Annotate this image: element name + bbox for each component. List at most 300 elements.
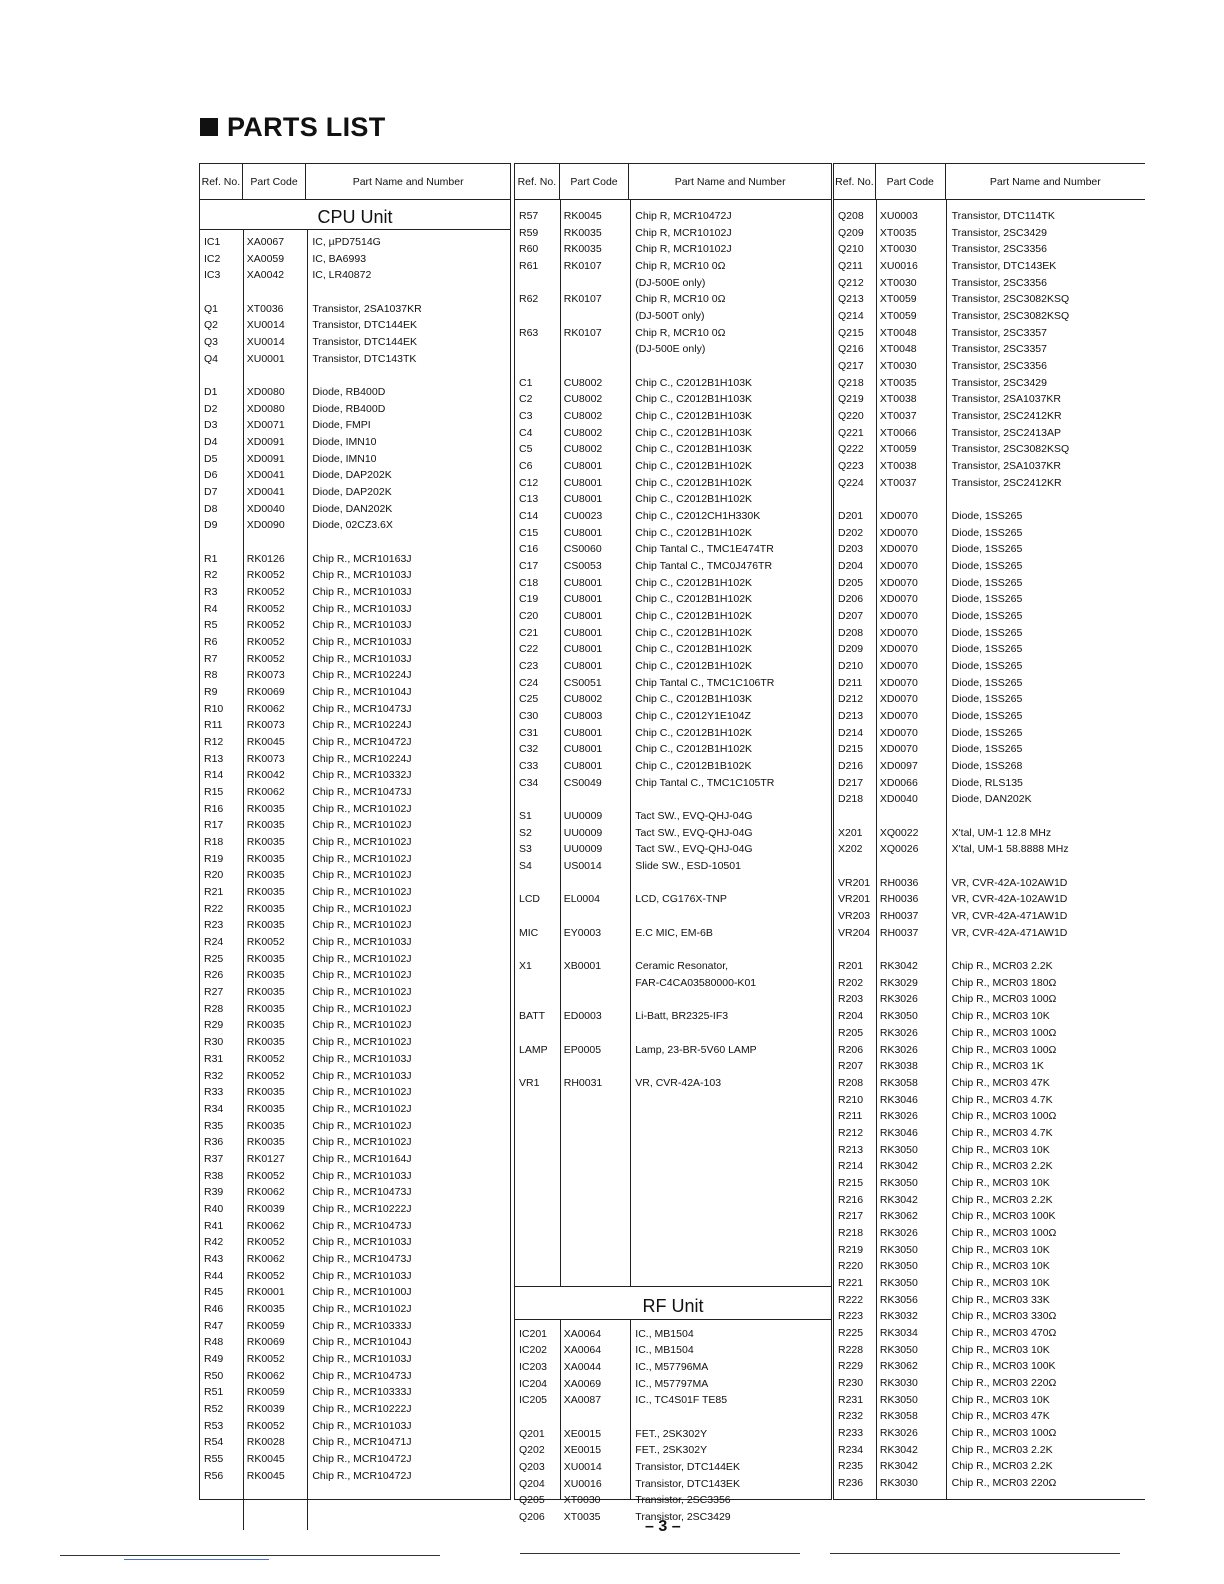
cell-name: Chip R., MCR10103J xyxy=(312,636,412,649)
cell-name: Chip Tantal C., TMC0J476TR xyxy=(635,560,773,573)
cell-code: XA0044 xyxy=(563,1360,602,1373)
cell-code: RK3050 xyxy=(879,1010,918,1023)
cell-ref: R225 xyxy=(838,1326,864,1339)
table-row xyxy=(200,1068,510,1084)
table-row xyxy=(834,1458,1145,1474)
cell-code: XT0048 xyxy=(879,326,917,339)
cell-name: Chip R., MCR03 100Ω xyxy=(951,1026,1057,1039)
table-row xyxy=(200,934,510,950)
cell-ref: Q223 xyxy=(838,460,864,473)
cell-ref: R34 xyxy=(204,1102,224,1115)
cell-name: Diode, IMN10 xyxy=(312,452,377,465)
cell-ref: R25 xyxy=(204,952,224,965)
cell-name: Chip R., MCR03 2.2K xyxy=(951,1443,1053,1456)
table-row xyxy=(200,1451,510,1467)
table-row xyxy=(200,801,510,817)
cell-name: E.C MIC, EM-6B xyxy=(635,926,713,939)
table-row xyxy=(834,1392,1145,1408)
cell-name: Chip R., MCR03 2.2K xyxy=(951,1193,1053,1206)
cell-ref: Q204 xyxy=(519,1477,545,1490)
cell-name: Chip R., MCR03 220Ω xyxy=(951,1476,1057,1489)
square-bullet-icon xyxy=(200,118,218,136)
table-row xyxy=(834,908,1145,924)
cell-code: XU0014 xyxy=(246,336,285,349)
cell-code: RK0035 xyxy=(246,1119,285,1132)
cell-ref: C15 xyxy=(519,526,539,539)
table-row xyxy=(200,1301,510,1317)
table-row xyxy=(200,1218,510,1234)
cell-ref: IC204 xyxy=(519,1377,548,1390)
cell-code: XT0035 xyxy=(879,376,917,389)
cell-name: Diode, FMPI xyxy=(312,419,371,432)
section-title: RF Unit xyxy=(515,1286,831,1320)
cell-name: Chip R., MCR10224J xyxy=(312,719,412,732)
table-row xyxy=(200,967,510,983)
cell-name: Diode, 1SS265 xyxy=(951,726,1023,739)
cell-code: XD0070 xyxy=(879,510,918,523)
table-row xyxy=(200,1334,510,1350)
table-row xyxy=(200,684,510,700)
cell-name: Chip R., MCR03 10K xyxy=(951,1243,1050,1256)
table-row xyxy=(515,308,831,324)
cell-ref: Q4 xyxy=(204,352,219,365)
cell-ref: R16 xyxy=(204,802,224,815)
cell-ref: D8 xyxy=(204,502,218,515)
cell-name: Chip Tantal C., TMC1C105TR xyxy=(635,776,775,789)
cell-code: RK0035 xyxy=(246,986,285,999)
cell-ref: D9 xyxy=(204,519,218,532)
cell-ref: R220 xyxy=(838,1260,864,1273)
cell-ref: Q213 xyxy=(838,293,864,306)
cell-name: Chip R., MCR10103J xyxy=(312,1419,412,1432)
cell-name: Chip C., C2012B1H103K xyxy=(635,376,753,389)
table-row xyxy=(515,691,831,707)
cell-code: EL0004 xyxy=(563,893,600,906)
cell-ref: LCD xyxy=(519,893,541,906)
cell-ref: R13 xyxy=(204,752,224,765)
cell-code: RK0035 xyxy=(246,802,285,815)
cell-name: IC, LR40872 xyxy=(312,269,372,282)
cell-name: Chip R., MCR03 100Ω xyxy=(951,993,1057,1006)
cell-code: RK0035 xyxy=(246,819,285,832)
table-row xyxy=(834,775,1145,791)
cell-name: Chip R., MCR10224J xyxy=(312,752,412,765)
table-row xyxy=(200,434,510,450)
cell-ref: D201 xyxy=(838,510,864,523)
cell-ref: D215 xyxy=(838,743,864,756)
cell-code: RK0035 xyxy=(246,1136,285,1149)
cell-name: VR, CVR-42A-102AW1D xyxy=(951,893,1068,906)
cell-name: Diode, DAN202K xyxy=(312,502,393,515)
cell-code: RK0035 xyxy=(246,969,285,982)
cell-name: X'tal, UM-1 12.8 MHz xyxy=(951,826,1052,839)
table-row xyxy=(515,825,831,841)
cell-name: Transistor, 2SC3082KSQ xyxy=(951,293,1070,306)
table-row xyxy=(834,525,1145,541)
table-row xyxy=(200,1017,510,1033)
cell-ref: X201 xyxy=(838,826,863,839)
cell-ref: IC201 xyxy=(519,1327,548,1340)
cell-code: XU0016 xyxy=(879,260,918,272)
cell-code: RK3034 xyxy=(879,1326,918,1339)
cell-code: XD0070 xyxy=(879,660,918,673)
cell-code: RK0039 xyxy=(246,1202,285,1215)
cell-code: RK0035 xyxy=(563,226,602,239)
cell-code: XD0070 xyxy=(879,626,918,639)
cell-code: XD0070 xyxy=(879,593,918,606)
cell-name: Chip R., MCR10224J xyxy=(312,669,412,682)
cell-code: XA0087 xyxy=(563,1394,602,1407)
cell-code: XT0035 xyxy=(879,226,917,239)
cell-ref: C18 xyxy=(519,576,539,589)
cell-code: RK3030 xyxy=(879,1476,918,1489)
cell-ref: R206 xyxy=(838,1043,864,1056)
cell-code: RK3062 xyxy=(879,1360,918,1373)
header-part-name: Part Name and Number xyxy=(674,175,786,188)
cell-ref: D7 xyxy=(204,486,218,499)
cell-code: XD0080 xyxy=(246,402,285,415)
header-part-name: Part Name and Number xyxy=(352,175,464,188)
cell-name: Chip R., MCR10102J xyxy=(312,986,412,999)
table-row xyxy=(200,584,510,600)
cell-ref: R30 xyxy=(204,1036,224,1049)
cell-ref: C17 xyxy=(519,560,539,573)
table-row xyxy=(834,425,1145,441)
table-row xyxy=(515,508,831,524)
cell-ref: Q2 xyxy=(204,319,219,332)
cell-code: RK0035 xyxy=(246,902,285,915)
table-row xyxy=(200,1268,510,1284)
cell-name: Chip R., MCR10102J xyxy=(312,802,412,815)
cell-code: XD0041 xyxy=(246,469,285,482)
cell-code: RK3050 xyxy=(879,1393,918,1406)
cell-ref: LAMP xyxy=(519,1043,548,1056)
table-row xyxy=(200,1201,510,1217)
cell-ref: D5 xyxy=(204,452,218,465)
table-row xyxy=(834,608,1145,624)
cell-code: RK0045 xyxy=(246,1452,285,1465)
table-row xyxy=(515,1392,831,1408)
cell-ref: R27 xyxy=(204,986,224,999)
table-row xyxy=(515,1359,831,1375)
table-row xyxy=(515,758,831,774)
cell-code: RK0052 xyxy=(246,1069,285,1082)
table-row xyxy=(515,541,831,557)
cell-code: RK0052 xyxy=(246,1052,285,1065)
cell-ref: R17 xyxy=(204,819,224,832)
cell-name: Chip R., MCR03 100Ω xyxy=(951,1110,1057,1123)
cell-code: CU8002 xyxy=(563,426,603,439)
table-row xyxy=(515,1326,831,1342)
cell-code: RK3056 xyxy=(879,1293,918,1306)
cell-ref: IC203 xyxy=(519,1360,548,1373)
table-row xyxy=(834,891,1145,907)
cell-name: Chip R., MCR03 470Ω xyxy=(951,1326,1057,1339)
cell-name: Chip R., MCR03 10K xyxy=(951,1010,1050,1023)
cell-name: Diode, IMN10 xyxy=(312,436,377,449)
cell-code: XA0059 xyxy=(246,252,285,265)
table-row xyxy=(200,834,510,850)
cell-name: Chip R., MCR03 10K xyxy=(951,1393,1050,1406)
table-row xyxy=(834,1158,1145,1174)
cell-code: RK0035 xyxy=(246,952,285,965)
cell-name: Ceramic Resonator, xyxy=(635,960,729,973)
cell-name: Chip R., MCR10102J xyxy=(312,1036,412,1049)
table-row xyxy=(515,258,831,274)
cell-ref: R8 xyxy=(204,669,218,682)
parts-table-3 xyxy=(833,163,1145,1500)
cell-code: RK0127 xyxy=(246,1152,285,1165)
cell-ref: R15 xyxy=(204,786,224,799)
cell-ref: R42 xyxy=(204,1236,224,1249)
table-row xyxy=(834,208,1145,224)
cell-ref: D3 xyxy=(204,419,218,432)
cell-code: RK0035 xyxy=(246,886,285,899)
cell-code: RK0073 xyxy=(246,752,285,765)
table-row xyxy=(200,734,510,750)
table-row xyxy=(515,891,831,907)
cell-name: Chip R., MCR10102J xyxy=(312,1102,412,1115)
cell-code: RK0069 xyxy=(246,686,285,699)
cell-ref: Q206 xyxy=(519,1510,545,1523)
cell-code: XT0030 xyxy=(879,243,917,256)
cell-code xyxy=(560,341,630,357)
cell-ref: R18 xyxy=(204,836,224,849)
cell-name: Tact SW., EVQ-QHJ-04G xyxy=(635,810,753,823)
cell-code: XT0059 xyxy=(879,443,917,456)
table-row xyxy=(834,541,1145,557)
cell-ref: Q202 xyxy=(519,1444,545,1457)
cell-ref: C31 xyxy=(519,726,539,739)
cell-code: XQ0026 xyxy=(879,843,919,856)
cell-ref: R218 xyxy=(838,1226,864,1239)
cell-code: CS0053 xyxy=(563,560,602,573)
cell-name: Transistor, 2SC3356 xyxy=(951,276,1047,289)
cell-ref xyxy=(515,341,560,357)
cell-code: UU0009 xyxy=(563,826,603,839)
cell-code: RK0062 xyxy=(246,1252,285,1265)
table-row xyxy=(834,1325,1145,1341)
table-row xyxy=(200,384,510,400)
cell-ref: R232 xyxy=(838,1410,864,1423)
cell-ref: R14 xyxy=(204,769,224,782)
cell-name: Diode, 1SS268 xyxy=(951,760,1023,773)
cell-name: IC., M57797MA xyxy=(635,1377,709,1390)
table-row xyxy=(200,301,510,317)
footer-rule xyxy=(124,1559,269,1560)
table-row xyxy=(515,1476,831,1492)
cell-name: Chip R., MCR10102J xyxy=(312,836,412,849)
table-row xyxy=(200,851,510,867)
cell-code xyxy=(560,308,630,324)
table-row xyxy=(834,1075,1145,1091)
cell-name: Diode, 1SS265 xyxy=(951,560,1023,573)
cell-name: Chip R., MCR10472J xyxy=(312,736,412,749)
table-row xyxy=(515,591,831,607)
cell-name: Transistor, 2SC3357 xyxy=(951,343,1047,356)
cell-name: Diode, 1SS265 xyxy=(951,593,1023,606)
table-row xyxy=(200,1251,510,1267)
table-row xyxy=(200,1468,510,1484)
table-row xyxy=(515,1492,831,1508)
cell-ref: R210 xyxy=(838,1093,864,1106)
cell-name: Chip C., C2012B1H103K xyxy=(635,426,753,439)
cell-ref: R39 xyxy=(204,1186,224,1199)
table-row xyxy=(834,691,1145,707)
cell-name: Chip R., MCR10473J xyxy=(312,1369,412,1382)
cell-name: Chip Tantal C., TMC1C106TR xyxy=(635,676,775,689)
cell-code: XT0037 xyxy=(879,476,917,489)
cell-code: RK0052 xyxy=(246,1419,285,1432)
table-row xyxy=(200,234,510,250)
table-row xyxy=(834,1292,1145,1308)
cell-ref: C20 xyxy=(519,610,539,623)
cell-name: Chip R., MCR10102J xyxy=(312,1019,412,1032)
table-row xyxy=(515,675,831,691)
cell-code: RK0107 xyxy=(563,293,602,306)
cell-code: XD0070 xyxy=(879,726,918,739)
table-row xyxy=(515,641,831,657)
table-row xyxy=(515,241,831,257)
cell-name: Chip R., MCR10473J xyxy=(312,702,412,715)
table-row xyxy=(834,1408,1145,1424)
parts-table-1 xyxy=(199,163,511,1500)
table-row xyxy=(515,1042,831,1058)
header-part-code: Part Code xyxy=(243,164,307,199)
footer-rule xyxy=(830,1553,1120,1554)
table-row xyxy=(834,1092,1145,1108)
cell-name: Chip R., MCR10333J xyxy=(312,1319,412,1332)
cell-name: Transistor, 2SC3429 xyxy=(635,1510,731,1523)
table-row xyxy=(834,1225,1145,1241)
cell-ref: Q218 xyxy=(838,376,864,389)
table-row xyxy=(200,551,510,567)
cell-ref: C6 xyxy=(519,460,533,473)
table-row xyxy=(200,334,510,350)
table-row xyxy=(200,867,510,883)
cell-code: RK0035 xyxy=(246,1086,285,1099)
cell-code: RK3050 xyxy=(879,1343,918,1356)
cell-ref: R28 xyxy=(204,1002,224,1015)
cell-code: RK0107 xyxy=(563,260,602,272)
table-row xyxy=(834,741,1145,757)
table-row xyxy=(515,741,831,757)
cell-ref: D202 xyxy=(838,526,864,539)
table-body xyxy=(200,200,510,1500)
table-row xyxy=(834,991,1145,1007)
cell-name: Transistor, DTC144EK xyxy=(312,336,417,349)
cell-code: RK3050 xyxy=(879,1260,918,1273)
cell-name: Chip R., MCR10333J xyxy=(312,1386,412,1399)
cell-name: Transistor, 2SC3082KSQ xyxy=(951,310,1070,323)
cell-name: Chip R., MCR10103J xyxy=(312,1069,412,1082)
table-row xyxy=(515,1459,831,1475)
table-row xyxy=(834,258,1145,274)
cell-code: RK0035 xyxy=(563,243,602,256)
cell-ref: R32 xyxy=(204,1069,224,1082)
cell-ref: D6 xyxy=(204,469,218,482)
table-row xyxy=(834,325,1145,341)
table-row xyxy=(200,401,510,417)
cell-name: FAR-C4CA03580000-K01 xyxy=(635,976,757,989)
table-row xyxy=(834,875,1145,891)
cell-ref: X1 xyxy=(519,960,532,973)
cell-code: RK3026 xyxy=(879,1426,918,1439)
table-row xyxy=(834,291,1145,307)
cell-ref: R43 xyxy=(204,1252,224,1265)
cell-name: VR, CVR-42A-103 xyxy=(635,1076,722,1089)
cell-name: FET., 2SK302Y xyxy=(635,1427,708,1440)
table-row xyxy=(200,634,510,650)
cell-code: XQ0022 xyxy=(879,826,919,839)
table-row xyxy=(200,1084,510,1100)
table-row xyxy=(200,1184,510,1200)
cell-name: Chip C., C2012B1B102K xyxy=(635,760,752,773)
table-row xyxy=(515,291,831,307)
cell-ref: C32 xyxy=(519,743,539,756)
cell-ref: D2 xyxy=(204,402,218,415)
cell-ref: IC202 xyxy=(519,1344,548,1357)
cell-code: CS0051 xyxy=(563,676,602,689)
cell-name: Transistor, 2SC3082KSQ xyxy=(951,443,1070,456)
table-row xyxy=(200,1001,510,1017)
table-row xyxy=(200,451,510,467)
cell-name: Chip R., MCR10102J xyxy=(312,1302,412,1315)
cell-name: Diode, 1SS265 xyxy=(951,743,1023,756)
cell-ref: D4 xyxy=(204,436,218,449)
table-row xyxy=(515,708,831,724)
cell-ref: C33 xyxy=(519,760,539,773)
cell-code: XD0070 xyxy=(879,676,918,689)
cell-ref: D213 xyxy=(838,710,864,723)
table-row xyxy=(834,625,1145,641)
cell-name: Chip R., MCR03 2.2K xyxy=(951,1460,1053,1473)
cell-name: Chip R., MCR10222J xyxy=(312,1402,412,1415)
cell-name: Chip R., MCR10164J xyxy=(312,1152,412,1165)
table-row xyxy=(834,1008,1145,1024)
cell-code: XD0070 xyxy=(879,543,918,556)
cell-ref: R37 xyxy=(204,1152,224,1165)
cell-ref: VR201 xyxy=(838,893,871,906)
cell-code: RK0035 xyxy=(246,836,285,849)
cell-name: VR, CVR-42A-102AW1D xyxy=(951,876,1068,889)
cell-ref: R219 xyxy=(838,1243,864,1256)
cell-ref: D209 xyxy=(838,643,864,656)
cell-code: RK0062 xyxy=(246,1186,285,1199)
cell-ref: R205 xyxy=(838,1026,864,1039)
cell-ref: R20 xyxy=(204,869,224,882)
cell-name: Chip R., MCR03 100K xyxy=(951,1360,1056,1373)
cell-code: RK0062 xyxy=(246,786,285,799)
cell-ref: R44 xyxy=(204,1269,224,1282)
cell-ref: Q217 xyxy=(838,360,864,373)
cell-name: Chip R., MCR03 100K xyxy=(951,1210,1056,1223)
cell-name: Chip R., MCR10472J xyxy=(312,1469,412,1482)
cell-name: Chip C., C2012B1H103K xyxy=(635,393,753,406)
table-row xyxy=(515,375,831,391)
cell-code: XU0001 xyxy=(246,352,285,365)
cell-name: Chip R., MCR03 180Ω xyxy=(951,976,1057,989)
cell-code: XD0097 xyxy=(879,760,918,773)
cell-code: XD0090 xyxy=(246,519,285,532)
table-row xyxy=(200,601,510,617)
table-row xyxy=(200,267,510,283)
cell-name: Chip C., C2012B1H102K xyxy=(635,626,753,639)
cell-code: CU8001 xyxy=(563,576,603,589)
table-row xyxy=(834,925,1145,941)
table-row xyxy=(515,341,831,357)
cell-name: Chip R., MCR10103J xyxy=(312,1169,412,1182)
